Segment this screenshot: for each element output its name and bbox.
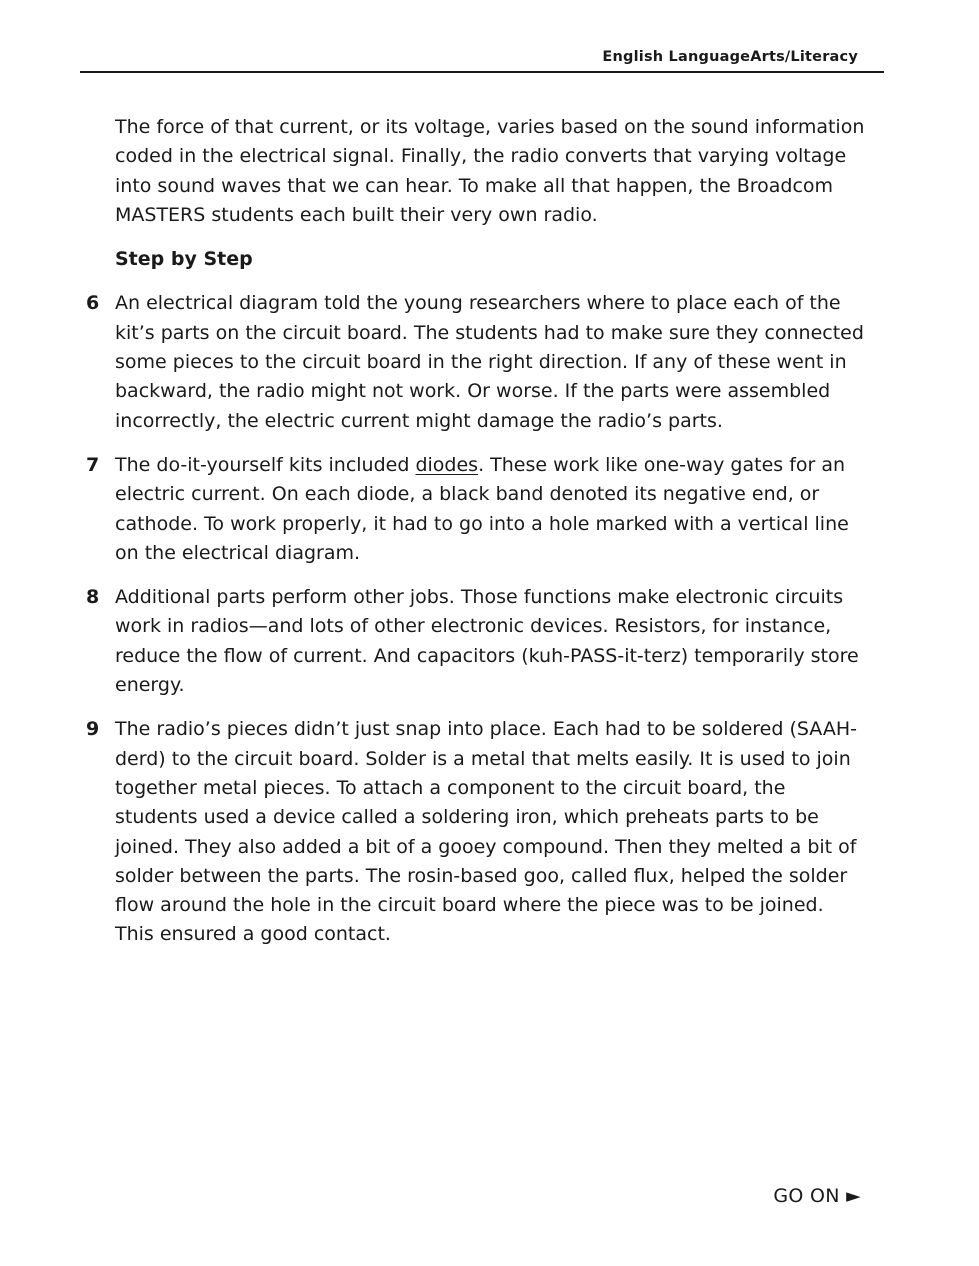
paragraph-text: The radio’s pieces didn’t just snap into place. Each had to be soldered (SAAH-derd) to the circuit board. Solder is a metal that melts easily. It is used to join together metal pieces. To attach a component to the circuit board, the students used a device called a soldering iron, which preheats parts to be joined. They also added a bit of a gooey compound. Then they melted a bit of solder between the parts. The rosin-based goo, called flux, helped the solder flow around the hole in the circuit board where the piece was to be joined. This ensured a good contact. [115,718,857,946]
go-on-indicator: GO ON ► [773,1185,861,1207]
paragraph-9 [86,715,866,949]
paragraph-number: 8 [86,586,100,609]
paragraph-text-before: The do-it-yourself kits included [115,453,416,476]
paragraph-text-after: . These work like one-way gates for an electric current. On each diode, a black band denoted its negative end, or cathode. To work properly, it had to go into a hole marked with a vertical line on the electrical diagram. [115,453,849,564]
intro-paragraph-text: The force of that current, or its voltage, varies based on the sound information coded in the electrical signal. Finally, the radio converts that varying voltage into sound waves that we can hear. To make all that happen, the Broadcom MASTERS students each built their very own radio. [115,116,865,226]
underlined-vocabulary-word: diodes [415,453,479,476]
passage-content [86,113,866,965]
section-subheading: Step by Step [115,248,253,271]
page-header [80,47,884,73]
header-title: English LanguageArts/Literacy [602,49,858,65]
paragraph-number: 7 [86,453,100,476]
paragraph-text: Additional parts perform other jobs. Those functions make electronic circuits work in radios—and lots of other electronic devices. Resistors, for instance, reduce the flow of current. And capacitors (kuh-PASS-it-terz) temporarily store energy. [115,586,859,697]
paragraph-7 [86,451,866,568]
paragraph-6 [86,289,866,435]
paragraph-number: 9 [86,718,100,741]
intro-paragraph [86,113,866,230]
paragraph-number: 6 [86,292,100,315]
paragraph-text: An electrical diagram told the young researchers where to place each of the kit’s parts on the circuit board. The students had to make sure they connected some pieces to the circuit board in the right direction. If any of these went in backward, the radio might not work. Or worse. If the parts were assembled incorrectly, the electric current might damage the radio’s parts. [115,292,864,432]
paragraph-8 [86,583,866,700]
